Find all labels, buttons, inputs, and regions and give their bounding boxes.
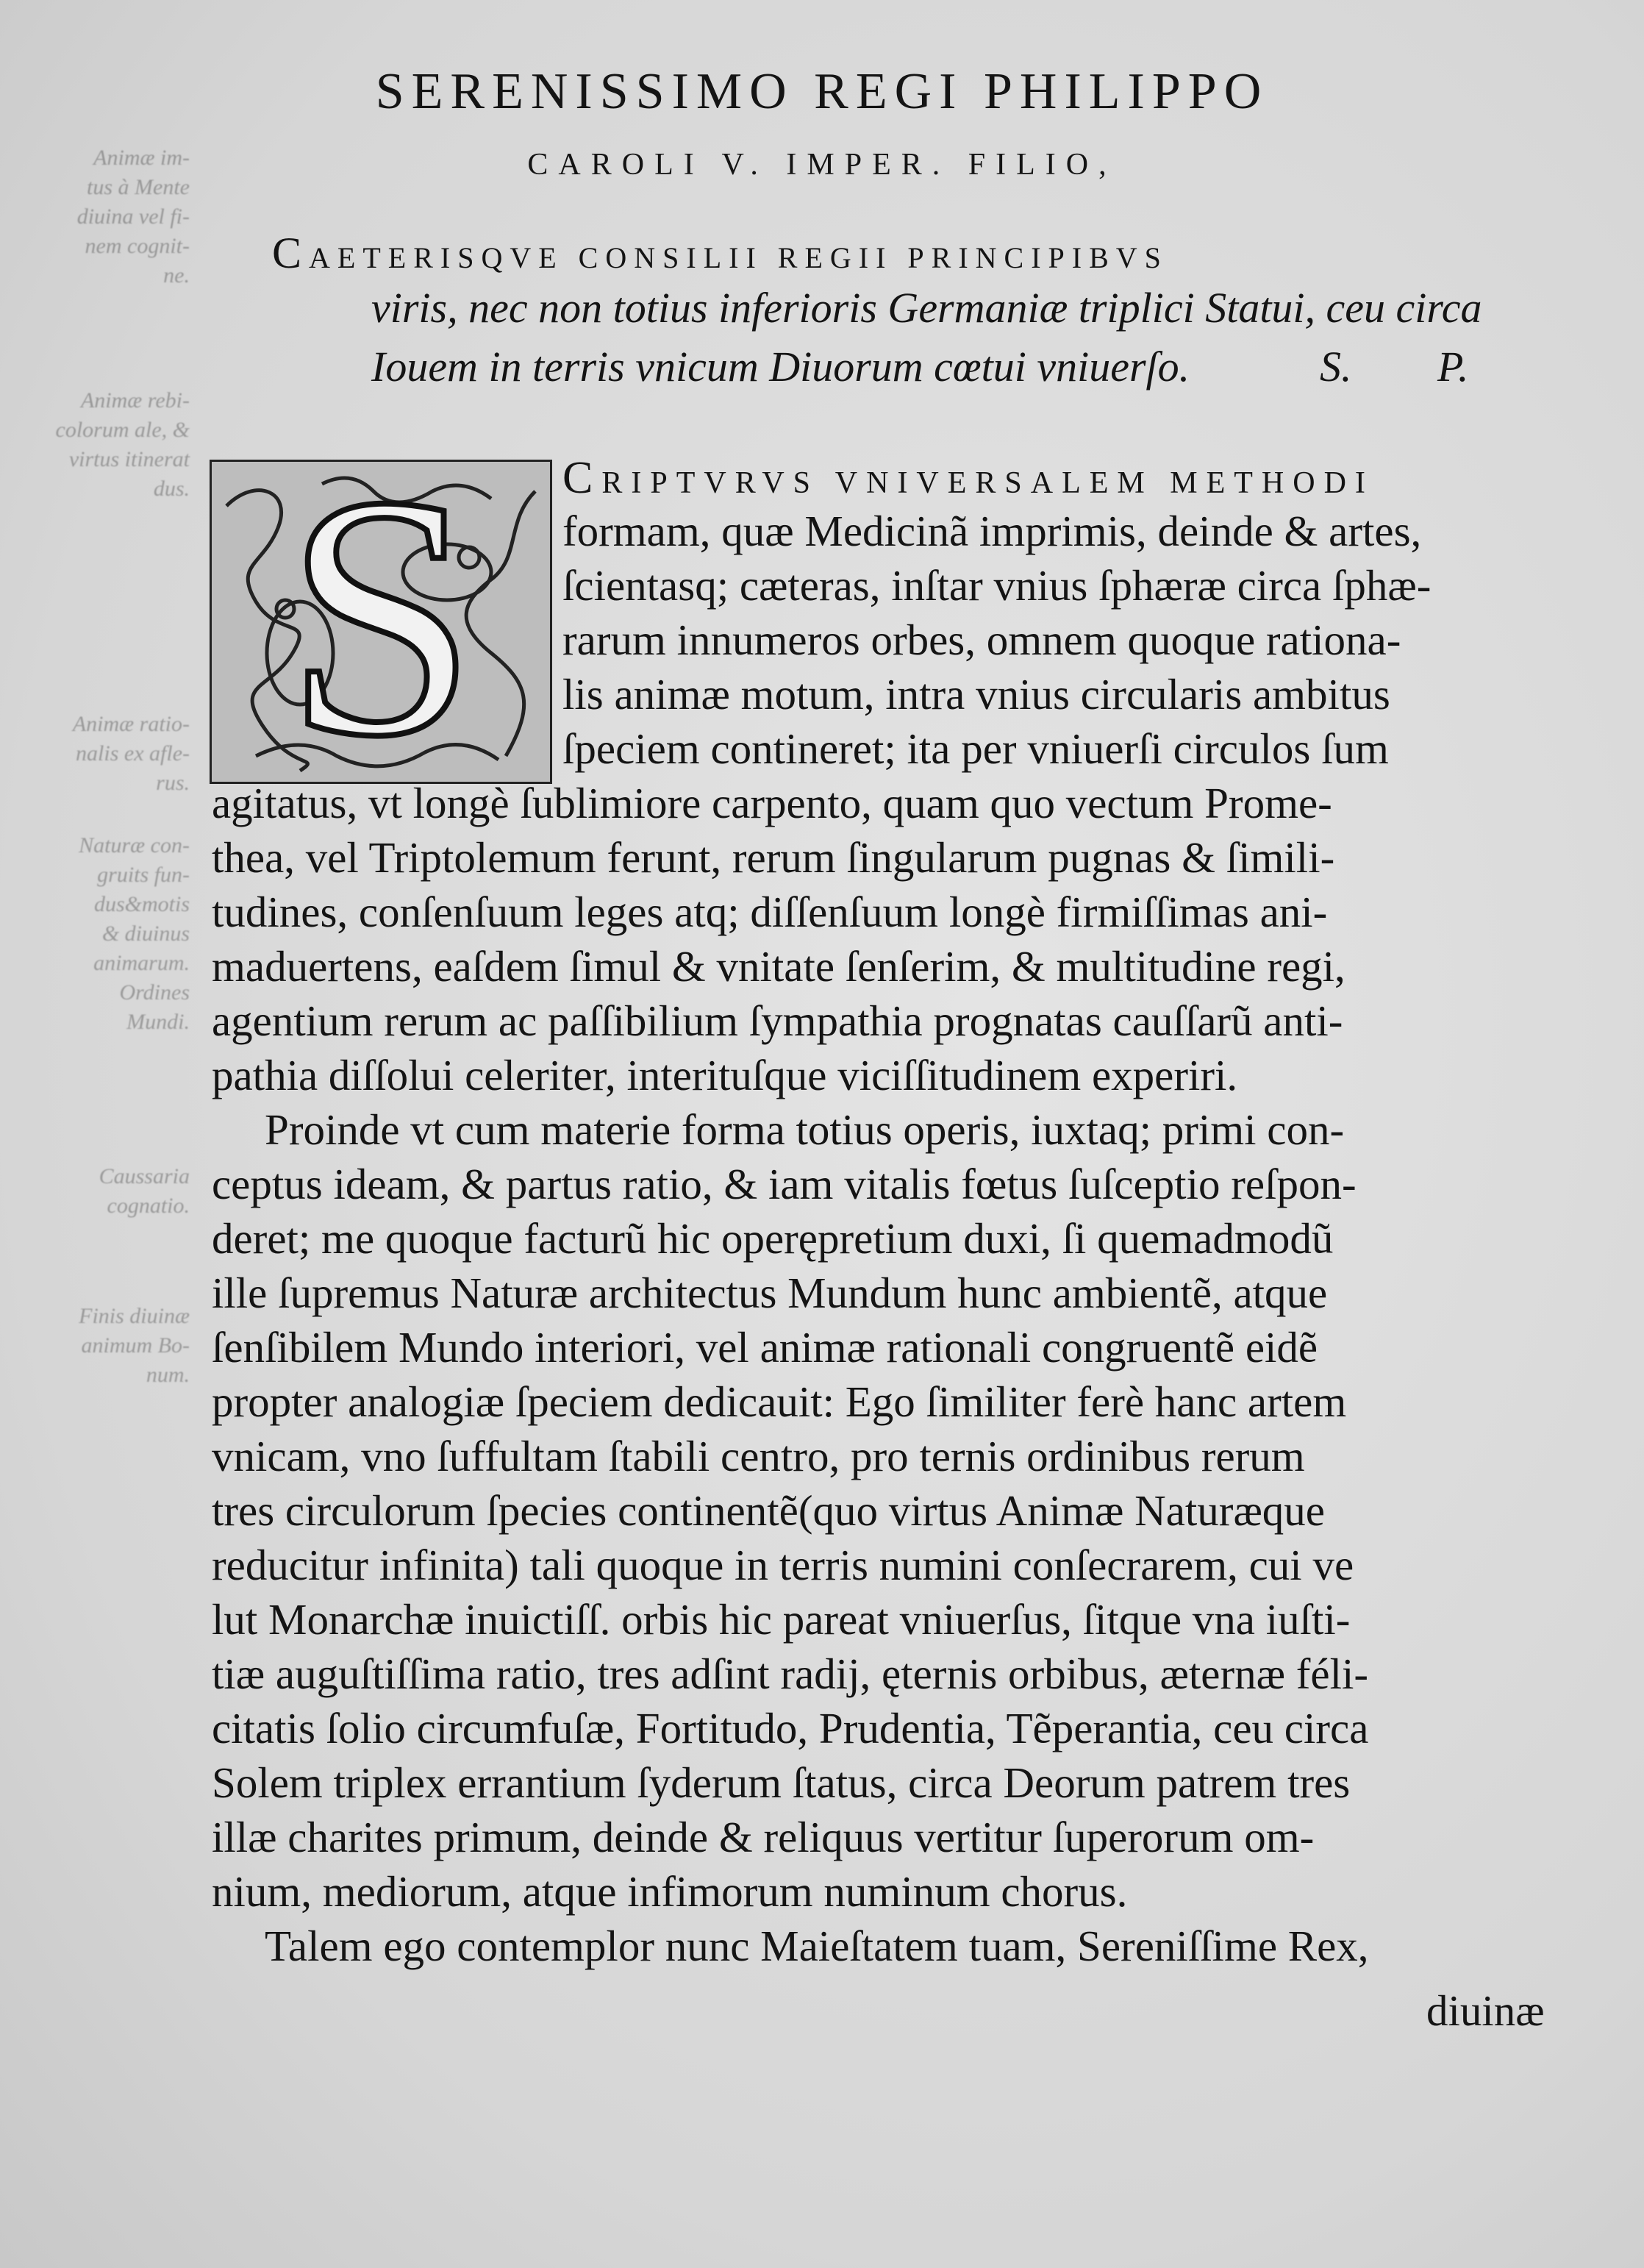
body-line: nium, mediorum, atque infimorum numinum chorus. bbox=[212, 1867, 1128, 1916]
body-line: illæ charites primum, deinde & reliquus vertitur ſuperorum om- bbox=[212, 1813, 1315, 1861]
bleed-through-note-2: Animæ rebi- colorum ale, & virtus itinerat dus. bbox=[55, 388, 190, 501]
heading-line-1: SERENISSIMO REGI PHILIPPO bbox=[375, 63, 1269, 120]
body-line: Solem triplex errantium ſyderum ſtatus, circa Deorum patrem tres bbox=[212, 1758, 1351, 1807]
body-line: agentium rerum ac paſſibilium ſympathia prognatas cauſſarũ anti- bbox=[212, 996, 1343, 1045]
bleed-through-note-5: Caussaria cognatio. bbox=[99, 1164, 190, 1218]
body-line: vnicam, vno ſuffultam ſtabili centro, pro ternis ordinibus rerum bbox=[212, 1432, 1305, 1480]
body-line: Talem ego contemplor nunc Maieſtatem tuam, Sereniſſime Rex, bbox=[265, 1922, 1369, 1970]
dedication-line-2: Iouem in terris vnicum Diuorum cœtui vniuerſo. bbox=[371, 343, 1190, 391]
first-text-line bbox=[562, 452, 1374, 504]
body-line: thea, vel Triptolemum ferunt, rerum ſingularum pugnas & ſimili- bbox=[212, 833, 1335, 882]
bleed-through-note-1: Animæ im- tus à Mente diuina vel fi- nem cognit- ne. bbox=[76, 146, 190, 288]
body-line: tudines, conſenſuum leges atq; diſſenſuum longè firmiſſimas ani- bbox=[212, 888, 1328, 936]
catchword: diuinæ bbox=[1426, 1986, 1545, 2035]
heading-line-3 bbox=[272, 228, 1168, 279]
heading-line-2: CAROLI V. IMPER. FILIO, bbox=[527, 148, 1117, 182]
initial-letter: S bbox=[285, 424, 477, 807]
body-line: rarum innumeros orbes, omnem quoque rationa- bbox=[562, 616, 1401, 664]
body-line: propter analogiæ ſpeciem dedicauit: Ego ſimiliter ferè hanc artem bbox=[212, 1377, 1347, 1426]
body-line: tiæ auguſtiſſima ratio, tres adſint radij, ęternis orbibus, æternæ féli- bbox=[212, 1650, 1369, 1698]
decorated-initial bbox=[210, 424, 552, 807]
dedication-p: P. bbox=[1437, 343, 1469, 391]
body-line: ille ſupremus Naturæ architectus Mundum hunc ambientẽ, atque bbox=[212, 1269, 1328, 1317]
body-line: ceptus ideam, & partus ratio, & iam vitalis fœtus ſuſceptio reſpon- bbox=[212, 1160, 1357, 1208]
heading-line-3-capital: C bbox=[272, 229, 310, 277]
body-line: deret; me quoque facturũ hic operępretium duxi, ſi quemadmodũ bbox=[212, 1214, 1334, 1263]
bleed-through-note-3: Animæ ratio- nalis ex afle- rus. bbox=[72, 712, 190, 795]
body-line: ſcientasq; cæteras, inſtar vnius ſphæræ circa ſphæ- bbox=[562, 561, 1432, 610]
first-line-text: RIPTVRVS VNIVERSALEM METHODI bbox=[601, 466, 1374, 500]
body-line: ſpeciem contineret; ita per vniuerſi circulos ſum bbox=[562, 724, 1389, 773]
body-line: formam, quæ Medicinã imprimis, deinde & artes, bbox=[562, 507, 1422, 555]
body-line: agitatus, vt longè ſublimiore carpento, quam quo vectum Prome- bbox=[212, 779, 1332, 827]
dedication-s: S. bbox=[1320, 343, 1352, 391]
body-line: tres circulorum ſpecies continentẽ(quo virtus Animæ Naturæque bbox=[212, 1486, 1325, 1535]
body-line: lut Monarchæ inuictiſſ. orbis hic pareat vniuerſus, ſitque vna iuſti- bbox=[212, 1595, 1351, 1644]
first-line-capital: C bbox=[562, 453, 602, 503]
bleed-through-note-6: Finis diuinæ animum Bo- num. bbox=[79, 1304, 190, 1387]
body-line: reducitur infinita) tali quoque in terris numini conſecrarem, cui ve bbox=[212, 1541, 1354, 1589]
body-line: pathia diſſolui celeriter, interituſque viciſſitudinem experiri. bbox=[212, 1051, 1238, 1099]
body-line: maduertens, eaſdem ſimul & vnitate ſenſerim, & multitudine regi, bbox=[212, 942, 1345, 991]
bleed-through-note-4: Naturæ con- gruits fun- dus&motis & diuinus animarum. Ordines Mundi. bbox=[79, 833, 190, 1034]
body-line: citatis ſolio circumfuſæ, Fortitudo, Prudentia, Tẽperantia, ceu circa bbox=[212, 1704, 1369, 1752]
body-line: lis animæ motum, intra vnius circularis ambitus bbox=[562, 670, 1390, 718]
dedication-line-1: viris, nec non totius inferioris Germaniæ triplici Statui, ceu circa bbox=[371, 284, 1482, 332]
heading-line-3-text: AETERISQVE CONSILII REGII PRINCIPIBVS bbox=[309, 241, 1168, 274]
body-line: Proinde vt cum materie forma totius operis, iuxtaq; primi con- bbox=[265, 1105, 1345, 1154]
body-line: ſenſibilem Mundo interiori, vel animæ rationali congruentẽ eidẽ bbox=[212, 1323, 1318, 1372]
